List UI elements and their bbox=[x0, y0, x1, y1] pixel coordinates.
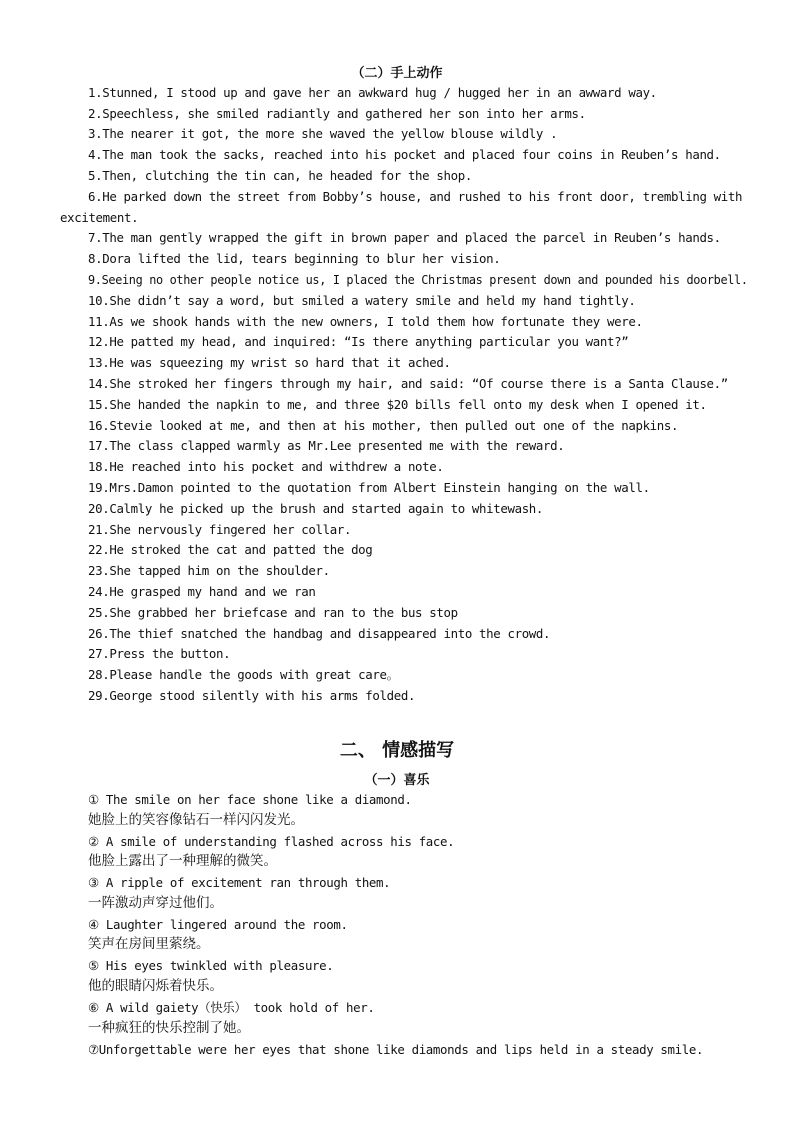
example-chinese: 他脸上露出了一种理解的微笑。 bbox=[88, 853, 277, 869]
example-english: ⑦Unforgettable were her eyes that shone like diamonds and lips held in a steady smile. bbox=[88, 1042, 704, 1057]
example-english: ① The smile on her face shone like a diamond. bbox=[88, 792, 412, 807]
list-item: 15.She handed the napkin to me, and three $20 bills fell onto my desk when I opened it. bbox=[88, 397, 707, 412]
list-item: 18.He reached into his pocket and withdrew a note. bbox=[88, 459, 444, 474]
list-item-continuation: excitement. bbox=[60, 210, 139, 225]
section-title-emotion: 二、 情感描写 bbox=[339, 740, 455, 761]
list-item: 3.The nearer it got, the more she waved the yellow blouse wildly . bbox=[88, 126, 558, 141]
example-english: ④ Laughter lingered around the room. bbox=[88, 917, 348, 932]
example-chinese: 一种疯狂的快乐控制了她。 bbox=[88, 1020, 250, 1036]
example-english: ⑥ A wild gaiety（快乐） took hold of her. bbox=[88, 1000, 375, 1015]
list-item: 16.Stevie looked at me, and then at his mother, then pulled out one of the napkins. bbox=[88, 418, 679, 433]
list-item: 10.She didn’t say a word, but smiled a watery smile and held my hand tightly. bbox=[88, 293, 636, 308]
list-item: 17.The class clapped warmly as Mr.Lee presented me with the reward. bbox=[88, 438, 565, 453]
example-english: ③ A ripple of excitement ran through them. bbox=[88, 875, 391, 890]
list-item: 2.Speechless, she smiled radiantly and gathered her son into her arms. bbox=[88, 106, 586, 121]
list-item: 12.He patted my head, and inquired: “Is there anything particular you want?” bbox=[88, 334, 629, 349]
list-item: 26.The thief snatched the handbag and disappeared into the crowd. bbox=[88, 626, 551, 641]
list-item: 7.The man gently wrapped the gift in brown paper and placed the parcel in Reuben’s hands. bbox=[88, 230, 721, 245]
subsection-title-joy: （一）喜乐 bbox=[364, 773, 430, 788]
list-item: 5.Then, clutching the tin can, he headed for the shop. bbox=[88, 168, 472, 183]
example-english: ⑤ His eyes twinkled with pleasure. bbox=[88, 958, 334, 973]
list-item: 19.Mrs.Damon pointed to the quotation from Albert Einstein hanging on the wall. bbox=[88, 480, 650, 495]
example-chinese: 一阵激动声穿过他们。 bbox=[88, 895, 223, 911]
list-item: 6.He parked down the street from Bobby’s house, and rushed to his front door, trembling with bbox=[88, 189, 743, 204]
example-chinese: 他的眼睛闪烁着快乐。 bbox=[88, 978, 223, 994]
list-item: 23.She tapped him on the shoulder. bbox=[88, 563, 330, 578]
list-item: 25.She grabbed her briefcase and ran to the bus stop bbox=[88, 605, 458, 620]
example-english: ② A smile of understanding flashed across his face. bbox=[88, 834, 455, 849]
list-item: 14.She stroked her fingers through my hair, and said: “Of course there is a Santa Clause.” bbox=[88, 376, 728, 391]
list-item: 20.Calmly he picked up the brush and started again to whitewash. bbox=[88, 501, 544, 516]
list-item: 21.She nervously fingered her collar. bbox=[88, 522, 352, 537]
list-item: 8.Dora lifted the lid, tears beginning to blur her vision. bbox=[88, 251, 501, 266]
list-item: 1.Stunned, I stood up and gave her an awkward hug / hugged her in an awward way. bbox=[88, 85, 657, 100]
list-item: 13.He was squeezing my wrist so hard that it ached. bbox=[88, 355, 451, 370]
list-item: 4.The man took the sacks, reached into his pocket and placed four coins in Reuben’s hand. bbox=[88, 147, 721, 162]
example-chinese: 笑声在房间里萦绕。 bbox=[88, 936, 210, 952]
list-item: 28.Please handle the goods with great care。 bbox=[88, 667, 399, 682]
list-item: 11.As we shook hands with the new owners, I told them how fortunate they were. bbox=[88, 314, 643, 329]
list-item: 22.He stroked the cat and patted the dog bbox=[88, 542, 373, 557]
example-chinese: 她脸上的笑容像钻石一样闪闪发光。 bbox=[88, 812, 304, 828]
list-item: 24.He grasped my hand and we ran bbox=[88, 584, 316, 599]
section-title-hand-actions: （二）手上动作 bbox=[351, 66, 443, 81]
list-item: 29.George stood silently with his arms folded. bbox=[88, 688, 416, 703]
list-item: 27.Press the button. bbox=[88, 646, 231, 661]
list-item: 9.Seeing no other people notice us, I placed the Christmas present down and pounded his doorbell. bbox=[88, 272, 748, 287]
